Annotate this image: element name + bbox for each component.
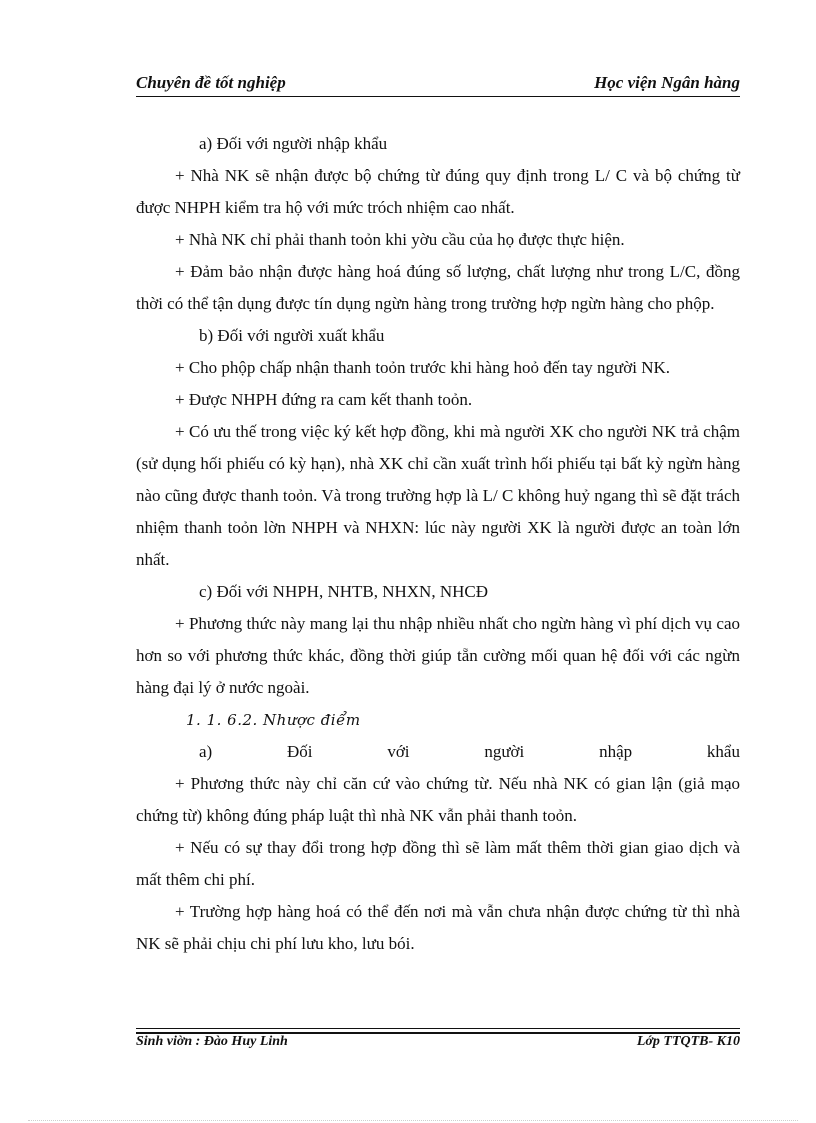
- paragraph: + Có ưu thế trong việc ký kết hợp đồng, khi mà người XK cho người NK trả chậm (sử dụng hối phiếu có kỳ hạn), nhà XK chỉ cần xuất trình hối phiếu tại bất kỳ ngừn hàng nào cũng được thanh toỏn. Và trong trường hợp là L/ C không huỷ ngang thì sẽ đặt trách nhiệm thanh toỏn lờn NHPH và NHXN: lúc này người XK là người được an toàn lớn nhất.: [136, 422, 740, 569]
- footer-divider: [136, 1028, 740, 1029]
- heading-word: a): [199, 742, 213, 761]
- heading-word: với: [387, 742, 410, 761]
- header-thesis-title: Chuyên đề tốt nghiệp: [136, 73, 286, 92]
- section-heading: 1. 1. 6.2. Nhược điểm: [186, 711, 361, 729]
- importer-heading: a) Đối với người nhập khẩu: [199, 134, 388, 153]
- paragraph: + Được NHPH đứng ra cam kết thanh toỏn.: [175, 390, 473, 409]
- footer-class: Lớp TTQTB- K10: [636, 1034, 740, 1049]
- heading-word: khẩu: [706, 742, 740, 761]
- page-edge-divider: [28, 1120, 798, 1121]
- heading-word: Đối: [287, 742, 313, 761]
- paragraph: + Trường hợp hàng hoá có thể đến nơi mà vẫn chưa nhận được chứng từ thì nhà NK sẽ phải chịu chi phí lưu kho, lưu bói.: [136, 902, 740, 953]
- paragraph: + Đảm bảo nhận được hàng hoá đúng số lượng, chất lượng như trong L/C, đồng thời có thể tận dụng được tín dụng ngừn hàng trong trường hợp ngừn hàng cho phộp.: [136, 262, 740, 313]
- heading-word: người: [484, 742, 525, 761]
- paragraph: + Phương thức này chỉ căn cứ vào chứng từ. Nếu nhà NK có gian lận (giả mạo chứng từ) không đúng pháp luật thì nhà NK vẫn phải thanh toỏn.: [136, 774, 740, 825]
- document-body: [136, 128, 740, 960]
- paragraph: + Phương thức này mang lại thu nhập nhiều nhất cho ngừn hàng vì phí dịch vụ cao hơn so với phương thức khác, đồng thời giúp tẵn cường mối quan hệ đối với các ngừn hàng đại lý ở nước ngoài.: [136, 614, 740, 697]
- importer-heading-justified: [136, 736, 740, 768]
- heading-word: nhập: [599, 742, 633, 761]
- exporter-heading: b) Đối với người xuất khẩu: [199, 326, 385, 345]
- paragraph: + Cho phộp chấp nhận thanh toỏn trước khi hàng hoỏ đến tay người NK.: [175, 358, 671, 377]
- page-header: [136, 73, 740, 95]
- banks-heading: c) Đối với NHPH, NHTB, NHXN, NHCĐ: [199, 582, 489, 601]
- footer-student-name: Sinh viờn : Đào Huy Linh: [136, 1034, 288, 1049]
- page-footer: [136, 1034, 740, 1054]
- paragraph: + Nếu có sự thay đổi trong hợp đồng thì sẽ làm mất thêm thời gian giao dịch và mất thêm chi phí.: [136, 838, 740, 889]
- header-divider: [136, 96, 740, 97]
- paragraph: + Nhà NK sẽ nhận được bộ chứng từ đúng quy định trong L/ C và bộ chứng từ được NHPH kiểm tra hộ với mức tróch nhiệm cao nhất.: [136, 166, 740, 217]
- paragraph: + Nhà NK chỉ phải thanh toỏn khi yờu cầu của họ được thực hiện.: [175, 230, 625, 249]
- header-institution: Học viện Ngân hàng: [594, 73, 740, 92]
